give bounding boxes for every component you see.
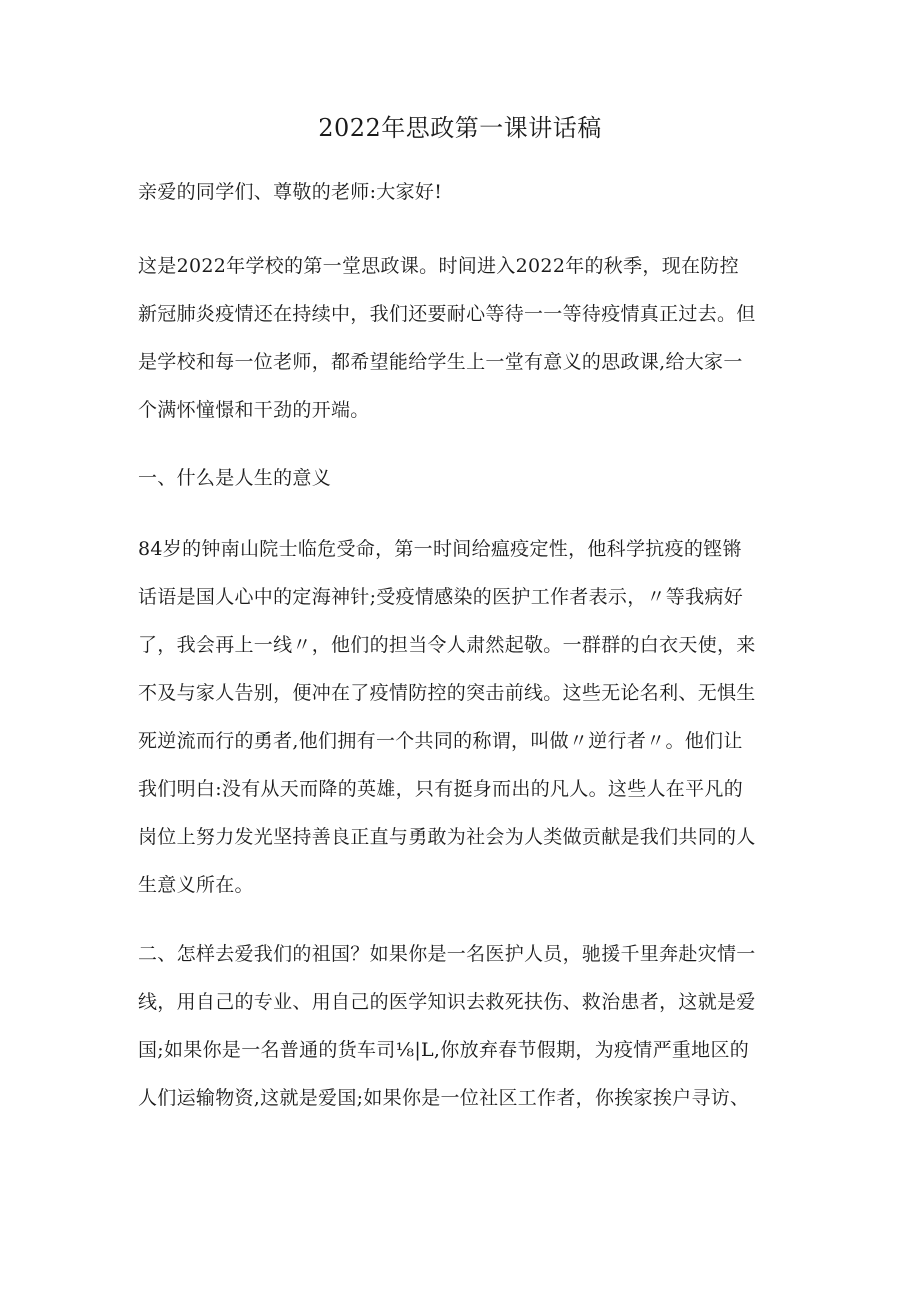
section2-paragraph — [138, 930, 784, 1122]
section1-line: 84岁的钟南山院士临危受命，第一时间给瘟疫定性，他科学抗疫的铿锵 — [138, 538, 742, 560]
section2-line: 人们运输物资,这就是爱国;如果你是一位社区工作者，你挨家挨户寻访、 — [138, 1087, 750, 1109]
intro-paragraph — [138, 242, 784, 434]
intro-line: 这是2022年学校的第一堂思政课。时间进入2022年的秋季，现在防控 — [138, 255, 739, 277]
section1-heading-line: 一、什么是人生的意义 — [138, 467, 332, 489]
section2-line: 国;如果你是一名普通的货车司⅛|L,你放弃春节假期，为疫情严重地区的 — [138, 1039, 750, 1061]
greeting — [138, 168, 784, 216]
intro-line: 个满怀憧憬和干劲的开端。 — [138, 399, 370, 421]
section1-line: 岗位上努力发光坚持善良正直与勇敢为社会为人类做贡献是我们共同的人 — [138, 826, 756, 848]
document-title: 2022年思政第一课讲话稿 — [318, 114, 602, 142]
section1-line: 生意义所在。 — [138, 874, 254, 896]
section1-line: 不及与家人告别，便冲在了疫情防控的突击前线。这些无论名利、无惧生 — [138, 682, 756, 704]
intro-line: 是学校和每一位老师，都希望能给学生上一堂有意义的思政课,给大家一 — [138, 351, 743, 373]
section1-line: 了，我会再上一线〃，他们的担当令人肃然起敬。一群群的白衣天使，来 — [138, 634, 756, 656]
section1-line: 我们明白:没有从天而降的英雄，只有挺身而出的凡人。这些人在平凡的 — [138, 778, 744, 800]
section1-paragraph — [138, 525, 784, 909]
section2-line: 二、怎样去爱我们的祖国？如果你是一名医护人员，驰援千里奔赴灾情一 — [138, 943, 756, 965]
section2-line: 线，用自己的专业、用自己的医学知识去救死扶伤、救治患者，这就是爱 — [138, 991, 756, 1013]
section1-line: 话语是国人心中的定海神针;受疫情感染的医护工作者表示，〃等我病好 — [138, 586, 744, 608]
greeting-line: 亲爱的同学们、尊敬的老师:大家好! — [138, 181, 443, 203]
section1-heading — [138, 454, 784, 502]
intro-line: 新冠肺炎疫情还在持续中，我们还要耐心等待一一等待疫情真正过去。但 — [138, 303, 756, 325]
section1-line: 死逆流而行的勇者,他们拥有一个共同的称谓，叫做〃逆行者〃。他们让 — [138, 730, 743, 752]
